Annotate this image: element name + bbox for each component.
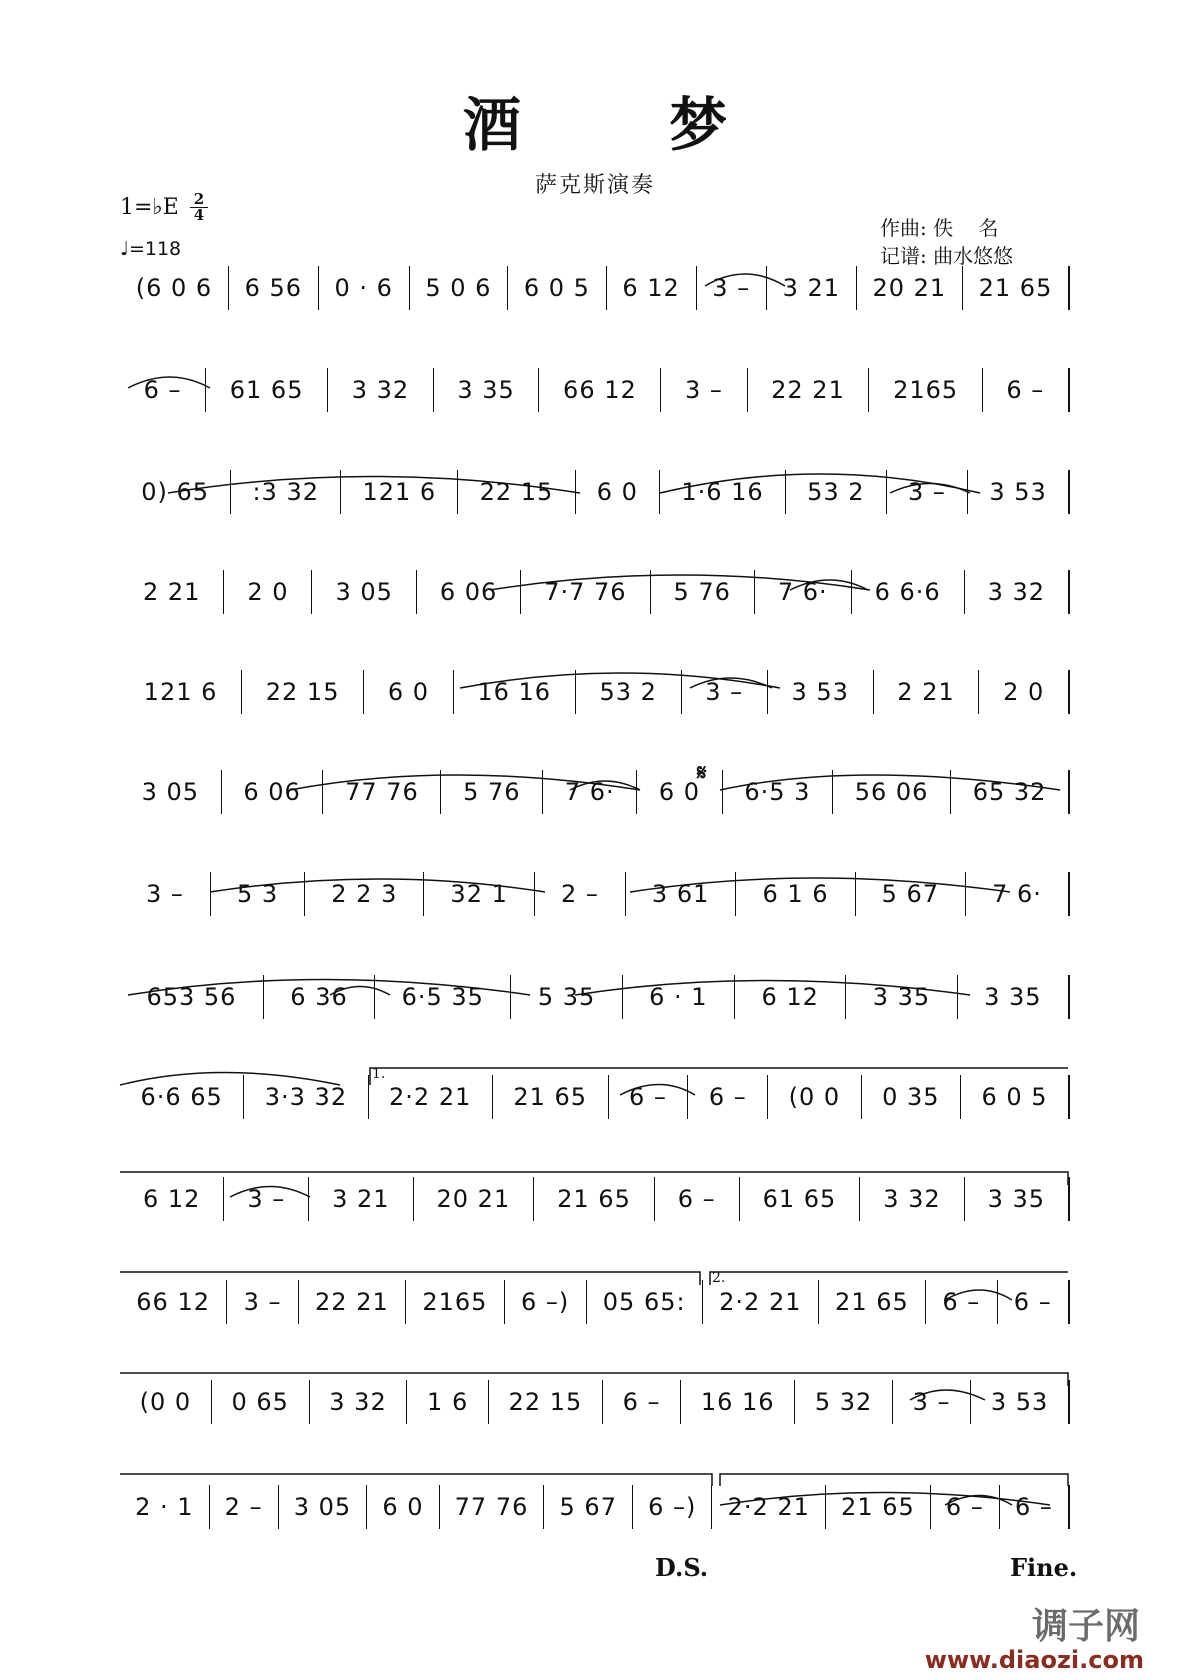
measure: 6 0 <box>637 770 722 814</box>
measure: 6 – <box>926 1280 997 1324</box>
measure: 2 21 <box>874 670 980 714</box>
measure: 6 – <box>120 368 206 412</box>
measure: 16 16 <box>681 1380 795 1424</box>
measure: (0 0 <box>768 1075 861 1119</box>
measure: 3 05 <box>120 770 222 814</box>
slur <box>705 274 785 286</box>
measure: 3 53 <box>971 1380 1070 1424</box>
measure: 2 21 <box>120 570 224 614</box>
measure: 6 – <box>609 1075 689 1119</box>
measure: 6 12 <box>607 266 697 310</box>
measure: 3 – <box>224 1177 309 1221</box>
segno-sign: 𝄋 <box>697 760 707 786</box>
measure: 0 35 <box>862 1075 961 1119</box>
measure: 65 32 <box>951 770 1070 814</box>
measure: 6 56 <box>229 266 319 310</box>
measure: 20 21 <box>857 266 963 310</box>
measure: 6 0 <box>367 1485 439 1529</box>
measure: 5 0 6 <box>410 266 509 310</box>
measure: 2 · 1 <box>120 1485 210 1529</box>
measure: 21 65 <box>963 266 1070 310</box>
measure: 22 15 <box>489 1380 603 1424</box>
measure: 2·2 21 <box>369 1075 493 1119</box>
measure: 3 61 <box>626 872 737 916</box>
slur <box>630 878 1010 892</box>
measure: 3 32 <box>965 570 1070 614</box>
measure: 2165 <box>869 368 982 412</box>
measure: 5 67 <box>544 1485 633 1529</box>
measure: 77 76 <box>440 1485 545 1529</box>
measure: 66 12 <box>539 368 661 412</box>
measure: 1 6 <box>407 1380 489 1424</box>
measure: :3 32 <box>231 470 341 514</box>
site-watermark-name: 调子网 <box>1031 1606 1140 1647</box>
measure: 22 21 <box>748 368 870 412</box>
measure: 6 –) <box>505 1280 587 1324</box>
measure: 121 6 <box>120 670 242 714</box>
slur <box>128 377 210 388</box>
measure: 6 1 6 <box>736 872 855 916</box>
measure: 6 · 1 <box>623 975 735 1019</box>
measure: 6 12 <box>735 975 846 1019</box>
measure: 0) 65 <box>120 470 231 514</box>
slur <box>230 1187 310 1198</box>
measure: 121 6 <box>341 470 458 514</box>
measure: 6 0 5 <box>508 266 607 310</box>
song-title: 酒 梦 <box>462 91 792 159</box>
measure: 2·2 21 <box>712 1485 826 1529</box>
measure: 3 – <box>661 368 747 412</box>
measure: 7 6· <box>543 770 637 814</box>
measure: 6 – <box>688 1075 768 1119</box>
key-signature: 1=♭E <box>120 195 179 220</box>
measure: (6 0 6 <box>120 266 229 310</box>
measure: 3 32 <box>328 368 434 412</box>
measure: 3·3 32 <box>244 1075 368 1119</box>
measure: 6 06 <box>222 770 324 814</box>
measure: 3 05 <box>279 1485 368 1529</box>
measure: 6 36 <box>264 975 375 1019</box>
slur <box>575 981 970 996</box>
volta-2-bracket <box>710 1272 1068 1285</box>
slur <box>168 477 580 494</box>
measure: 2 0 <box>224 570 312 614</box>
measure: 3 53 <box>768 670 874 714</box>
measure: 3 35 <box>434 368 540 412</box>
measure: 3 – <box>887 470 968 514</box>
measure: 653 56 <box>120 975 264 1019</box>
measure: 6 06 <box>417 570 521 614</box>
measure: 32 1 <box>424 872 535 916</box>
time-signature-top: 2 <box>190 192 208 208</box>
measure: 5 76 <box>441 770 543 814</box>
ds-marking: D.S. <box>655 1553 709 1582</box>
measure: 66 12 <box>120 1280 227 1324</box>
volta-1-bracket-continued <box>120 1172 1068 1185</box>
measure: (0 0 <box>120 1380 212 1424</box>
measure: 5 35 <box>511 975 622 1019</box>
slur <box>210 879 545 892</box>
measure: 6 –) <box>633 1485 712 1529</box>
measure: 3 32 <box>860 1177 964 1221</box>
measure: 6·6 65 <box>120 1075 244 1119</box>
measure: 3 53 <box>968 470 1070 514</box>
measure: 0 · 6 <box>319 266 410 310</box>
measure: 0 65 <box>212 1380 310 1424</box>
measure: 3 35 <box>846 975 957 1019</box>
measure: 6 0 <box>576 470 661 514</box>
measure: 6 – <box>603 1380 681 1424</box>
song-subtitle: 萨克斯演奏 <box>534 173 655 198</box>
measure: 21 65 <box>493 1075 609 1119</box>
measure: 6 12 <box>120 1177 224 1221</box>
time-signature-bottom: 4 <box>193 206 205 224</box>
measure: 6·5 35 <box>375 975 511 1019</box>
volta-2-bracket-final <box>720 1474 1068 1486</box>
slur <box>720 775 1060 790</box>
measure: 61 65 <box>740 1177 861 1221</box>
slur <box>890 484 970 494</box>
slur <box>460 673 780 688</box>
measure: 3 – <box>697 266 767 310</box>
measure: 3 35 <box>958 975 1070 1019</box>
measure: 7·7 76 <box>521 570 650 614</box>
measure: 5 67 <box>856 872 967 916</box>
volta-2-bracket-continued <box>120 1373 1068 1386</box>
measure: 3 – <box>893 1380 971 1424</box>
measure: 21 65 <box>534 1177 655 1221</box>
measure: 6·5 3 <box>723 770 833 814</box>
measure: 05 65: <box>587 1280 703 1324</box>
measure: 5 32 <box>795 1380 893 1424</box>
fine-marking: Fine. <box>1010 1553 1078 1582</box>
volta-2-label: 2. <box>712 1270 726 1286</box>
slur <box>620 1085 695 1096</box>
volta-1-bracket-end <box>120 1272 700 1285</box>
measure: 1·6 16 <box>660 470 786 514</box>
measure: 6 0 5 <box>961 1075 1070 1119</box>
measure: 77 76 <box>323 770 441 814</box>
measure: 21 65 <box>826 1485 931 1529</box>
slur <box>945 1290 1012 1300</box>
site-watermark-url: www.diaozi.com <box>924 1646 1144 1674</box>
volta-2-bracket-line13 <box>120 1474 712 1486</box>
tempo-marking: ♩=118 <box>120 238 182 260</box>
measure: 6 – <box>998 1280 1070 1324</box>
measure: 2·2 21 <box>703 1280 819 1324</box>
measure: 2165 <box>406 1280 505 1324</box>
slur <box>330 987 390 996</box>
slur <box>910 1390 985 1400</box>
measure: 16 16 <box>454 670 576 714</box>
measure: 3 21 <box>767 266 857 310</box>
measure: 6 6·6 <box>852 570 965 614</box>
measure: 2 – <box>210 1485 279 1529</box>
measure: 2 2 3 <box>305 872 424 916</box>
measure: 61 65 <box>206 368 328 412</box>
measure: 6 0 <box>364 670 454 714</box>
volta-1-bracket <box>370 1068 1068 1085</box>
measure: 22 15 <box>242 670 364 714</box>
measure: 3 32 <box>310 1380 408 1424</box>
measure: 53 2 <box>576 670 682 714</box>
measure: 3 – <box>682 670 768 714</box>
slur <box>120 1073 340 1086</box>
measure: 22 15 <box>458 470 575 514</box>
measure: 3 – <box>120 872 211 916</box>
measure: 3 05 <box>312 570 416 614</box>
measure: 21 65 <box>819 1280 926 1324</box>
measure: 6 – <box>1000 1485 1070 1529</box>
measure: 53 2 <box>786 470 887 514</box>
measure: 22 21 <box>299 1280 406 1324</box>
measure: 6 – <box>983 368 1070 412</box>
measure: 7 6· <box>755 570 852 614</box>
transcriber-credit: 记谱: 曲水悠悠 <box>880 244 1014 268</box>
measure: 7 6· <box>966 872 1070 916</box>
measure: 5 76 <box>651 570 755 614</box>
measure: 3 – <box>227 1280 298 1324</box>
measure: 5 3 <box>211 872 305 916</box>
volta-1-label: 1. <box>372 1066 386 1082</box>
measure: 6 – <box>931 1485 1000 1529</box>
measure: 3 21 <box>309 1177 413 1221</box>
measure: 2 – <box>535 872 626 916</box>
composer-credit: 作曲: 佚 名 <box>880 216 999 240</box>
measure: 20 21 <box>414 1177 535 1221</box>
slur <box>128 980 530 996</box>
measure: 56 06 <box>833 770 951 814</box>
measure: 2 0 <box>979 670 1070 714</box>
measure: 3 35 <box>965 1177 1070 1221</box>
measure: 6 – <box>655 1177 740 1221</box>
